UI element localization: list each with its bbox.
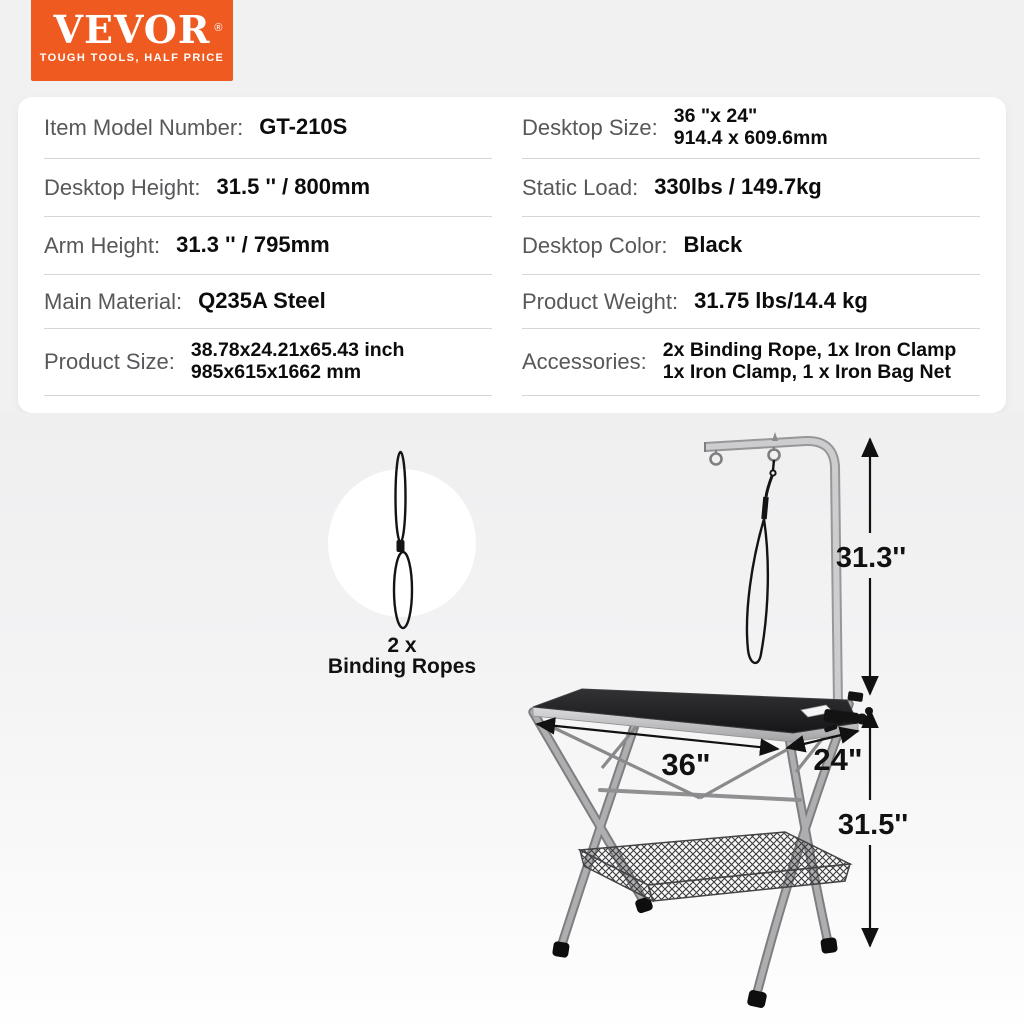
spec-row — [522, 97, 980, 159]
spec-card — [18, 97, 1006, 413]
spec-value: 31.3 '' / 795mm — [176, 232, 330, 258]
brand-name: VEVOR ® — [53, 7, 224, 52]
table-top — [533, 689, 858, 742]
table-height-label: 31.5'' — [837, 809, 909, 841]
inset-caption-count: 2 x — [387, 634, 417, 657]
registered-mark: ® — [214, 22, 224, 34]
spec-row — [522, 159, 980, 217]
spec-label: Product Size: — [44, 349, 175, 374]
spec-value: 31.5 '' / 800mm — [216, 174, 371, 200]
spec-row — [44, 159, 492, 217]
spec-value: 38.78x24.21x65.43 inch 985x615x1662 mm — [190, 339, 405, 383]
spec-label: Product Weight: — [522, 288, 679, 314]
spec-label: Accessories: — [522, 349, 647, 374]
table-feet — [552, 896, 838, 1009]
spec-row — [522, 329, 980, 396]
arm-pin — [772, 432, 778, 441]
table-depth-label: 24" — [813, 742, 863, 777]
spec-value: 2x Binding Rope, 1x Iron Clamp 1x Iron Clamp, 1 x Iron Bag Net — [662, 339, 957, 383]
spec-value: GT-210S — [259, 114, 348, 140]
spec-row — [44, 217, 492, 275]
arm-eyelet-left — [711, 454, 722, 465]
spec-label: Desktop Color: — [522, 232, 668, 258]
spec-value: 31.75 lbs/14.4 kg — [694, 288, 868, 314]
spec-value: Black — [683, 232, 743, 258]
binding-ropes-inset — [328, 452, 476, 678]
spec-column-right — [522, 97, 980, 396]
stretcher-rod — [600, 790, 800, 800]
inset-caption-label: Binding Ropes — [327, 655, 477, 678]
table-width-label: 36" — [661, 747, 711, 782]
spec-value: 36 "x 24" 914.4 x 609.6mm — [673, 104, 828, 149]
product-illustration — [0, 420, 1024, 1024]
brand-tagline: TOUGH TOOLS, HALF PRICE — [39, 52, 225, 64]
vevor-logo — [31, 0, 233, 81]
arm-eyelet-center — [769, 450, 780, 461]
spec-row — [44, 97, 492, 159]
spec-value: Q235A Steel — [198, 288, 326, 314]
spec-label: Static Load: — [522, 174, 639, 200]
grooming-arm — [705, 432, 838, 706]
spec-row — [44, 329, 492, 396]
spec-label: Desktop Size: — [522, 114, 658, 140]
spec-label: Item Model Number: — [44, 114, 244, 140]
spec-row — [522, 217, 980, 275]
spec-label: Desktop Height: — [44, 174, 201, 200]
spec-row — [44, 275, 492, 329]
spec-column-left — [44, 97, 492, 396]
spec-label: Main Material: — [44, 288, 183, 314]
spec-value: 330lbs / 149.7kg — [654, 174, 822, 200]
spec-row — [522, 275, 980, 329]
hanging-leash — [747, 460, 776, 663]
spec-label: Arm Height: — [44, 232, 161, 258]
arm-height-label: 31.3'' — [835, 542, 907, 574]
